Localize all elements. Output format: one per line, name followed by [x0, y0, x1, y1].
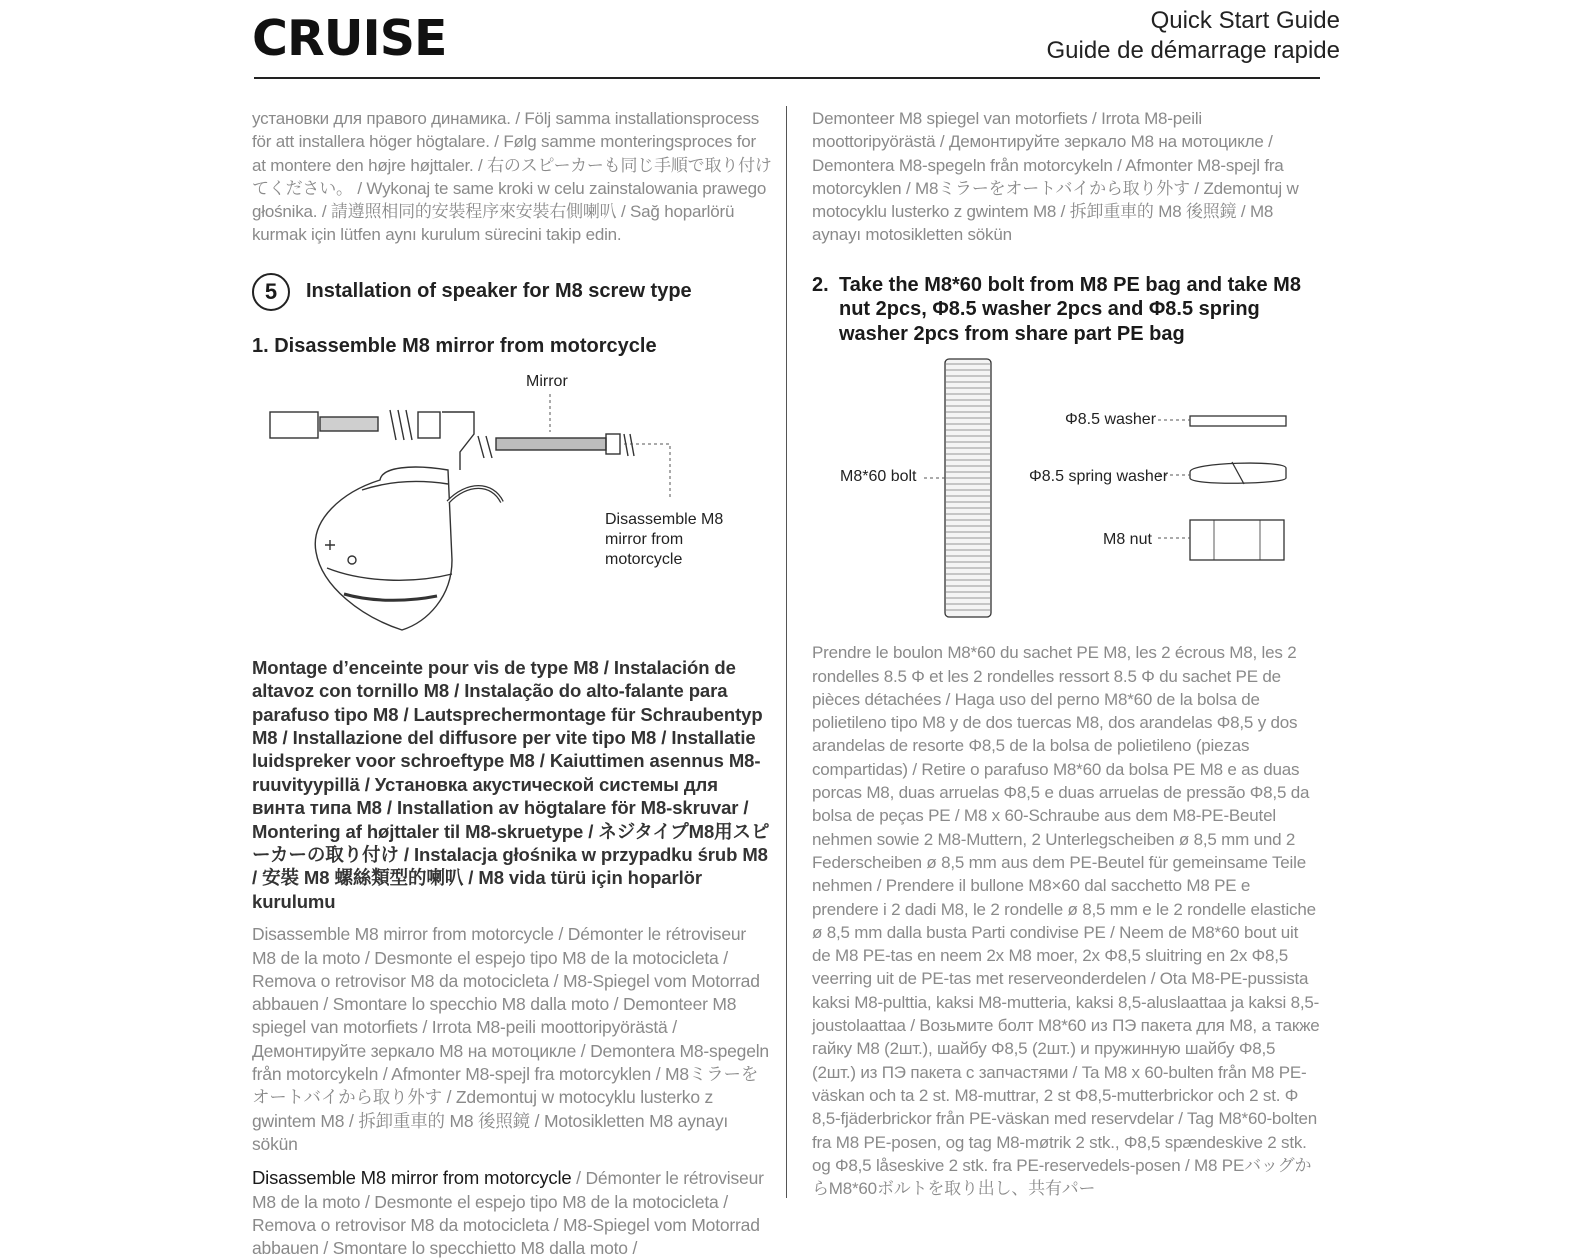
- guide-titles: [1046, 6, 1340, 66]
- mirror-disassembly-illustration: [252, 372, 772, 642]
- right-column: [812, 107, 1320, 1200]
- right-multilang-text: Prendre le boulon M8*60 du sachet PE M8, les 2 écrous M8, les 2 rondelles 8.5 Φ et les 2 rondelles ressort 8.5 Φ du sachet PE de pièces détachées / Haga uso del perno M8*60 de la bolsa de polietileno tipo M8 y de dos tuercas M8, dos arandelas Φ8,5 y dos arandelas de resorte Φ8,5 de la bolsa de polietileno (piezas compartidas) / Retire o parafuso M8*60 da bolsa PE M8 e as duas porcas M8, duas arruelas Φ8,5 e duas arruelas de pressão Φ8,5 da bolsa de peças PE / M8 x 60-Schraube aus dem M8-PE-Beutel nehmen sowie 2 M8-Muttern, 2 Unterlegscheiben ø 8,5 mm und 2 Federscheiben ø 8,5 mm aus dem PE-Beutel für gemeinsame Teile nehmen / Prendere il bullone M8×60 dal sacchetto M8 PE e prendere i 2 dadi M8, le 2 rondelle ø 8,5 mm e le 2 rondelle elastiche ø 8,5 mm dalla busta Parti condivise PE / Neem de M8*60 bout uit de M8 PE-tas en neem 2x M8 moer, 2x Φ8,5 sluitring en 2x Φ8,5 veerring uit de PE-tas met reserveonderdelen / Ota M8-PE-pussista kaksi M8-pulttia, kaksi M8-mutteria, kaksi 8,5-aluslaattaa ja kaksi 8,5-joustolaattaa / Возьмите болт M8*60 из ПЭ пакета для M8, а также гайку M8 (2шт.), шайбу Φ8,5 (2шт.) и пружинную шайбу Φ8,5 (2шт.) из ПЭ пакета с запчастями / Ta M8 x 60-bulten från M8 PE-väskan och ta 2 st. M8-muttrar, 2 st Φ8,5-mutterbrickor och 2 st. Φ 8,5-fjäderbrickor från PE-väskan med reservdelar / Tag M8*60-bolten fra M8 PE-posen, og tag M8-møtrik 2 stk., Φ8,5 spændeskive 2 stk. og Φ8,5 låseskive 2 stk. fra PE-reservedels-posen / M8 PEバッグからM8*60ボルトを取り出し、共有パー: [812, 643, 1320, 1199]
- column-divider: [786, 106, 787, 1198]
- parts-figure: [812, 354, 1320, 629]
- bolt-label: M8*60 bolt: [840, 468, 917, 486]
- multilang-step-title: Montage d’enceinte pour vis de type M8 / Instalación de altavoz con tornillo M8 / Instalação do alto-falante para parafuso tipo M8 / Lautsprechermontage für Schraubentyp M8 / Installazione del diffusore per vite tipo M8 / Installatie luidspreker voor schroeftype M8 / Kaiuttimen asennus M8-ruuvityypillä / Установка акустической системы для винта типа M8 / Installation av högtalare för M8-skruvar / Montering af højttaler til M8-skruetype / ネジタイプM8用スピーカーの取り付け / Instalacja głośnika w przypadku śrub M8 / 安裝 M8 螺絲類型的喇叭 / M8 vida türü için hoparlör kurulumu: [252, 656, 770, 912]
- title-english: Quick Start Guide: [1150, 7, 1340, 34]
- disassemble-multilang-text: Disassemble M8 mirror from motorcycle / Démonter le rétroviseur M8 de la moto / Desmonte el espejo tipo M8 de la motocicleta / Remova o retrovisor M8 da motocicleta / M8-Spiegel vom Motorrad abbauen / Smontare lo specchio M8 dalla moto / Demonteer M8 spiegel van motorfiets / Irrota M8-peili moottoripyörästä / Демонтируйте зеркало M8 на мотоцикле / Demontera M8-spegeln från motorcykeln / Afmonter M8-spejl fra motorcyklen / M8ミラーをオートバイから取り外す / Zdemontuj w motocyklu lusterko z gwintem M8 / 拆卸重車的 M8 後照鏡 / Motosikletten M8 aynayı sökün: [252, 924, 769, 1154]
- step-number-badge: 5: [252, 273, 290, 311]
- disassemble-final-dark: Disassemble M8 mirror from motorcycle: [252, 1167, 572, 1189]
- nut-label: M8 nut: [1103, 531, 1152, 549]
- step-5-heading: [252, 273, 772, 311]
- mirror-label: Mirror: [526, 372, 568, 390]
- right-intro-text: Demonteer M8 spiegel van motorfiets / Irrota M8-peili moottoripyörästä / Демонтируйте зеркало M8 на мотоцикле / Demontera M8-spegeln från motorcykeln / Afmonter M8-spejl fra motorcyklen / M8ミラーをオートバイから取り外す / Zdemontuj w motocyklu lusterko z gwintem M8 / 拆卸重車的 M8 後照鏡 / M8 aynayı motosikletten sökün: [812, 109, 1299, 245]
- brand-logo: CRUISE: [252, 10, 447, 67]
- header-rule: [254, 77, 1320, 79]
- left-intro-text: установки для правого динамика. / Följ samma installationsprocess för att installera höger högtalare. / Følg samme monteringsproces for at montere den højre højttaler. / 右のスピーカーも同じ手順で取り付けてください。 / Wykonaj te same kroki w celu zainstalowania prawego głośnika. / 請遵照相同的安裝程序來安裝右側喇叭 / Sağ hoparlörü kurmak için lütfen aynı kurulum sürecini takip edin.: [252, 109, 772, 245]
- step-title: Installation of speaker for M8 screw type: [306, 280, 692, 303]
- spring-washer-label: Φ8.5 spring washer: [1029, 468, 1169, 486]
- title-french: Guide de démarrage rapide: [1046, 37, 1340, 64]
- parts-illustration: [812, 354, 1320, 629]
- left-column: [252, 107, 772, 1260]
- step-2-text: Take the M8*60 bolt from M8 PE bag and take M8 nut 2pcs, Φ8.5 washer 2pcs and Φ8.5 spring washer 2pcs from share part PE bag: [839, 273, 1301, 345]
- washer-label: Φ8.5 washer: [1065, 411, 1157, 429]
- step-2-heading: [812, 273, 1320, 347]
- sub-step-1-heading: 1. Disassemble M8 mirror from motorcycle: [252, 334, 657, 357]
- mirror-disassembly-figure: [252, 372, 772, 642]
- step-2-number: 2.: [812, 273, 829, 296]
- disassemble-label: Disassemble M8 mirror from motorcycle: [605, 510, 724, 568]
- disassemble-final-text: [252, 1166, 772, 1260]
- disassemble-final-light: / Démonter le rétroviseur M8 de la moto / Desmonte el espejo tipo M8 de la motocicleta / Remova o retrovisor M8 da motocicleta / M8-Spiegel vom Motorrad abbauen / Smontare lo specchietto M8 dalla moto /: [252, 1168, 764, 1259]
